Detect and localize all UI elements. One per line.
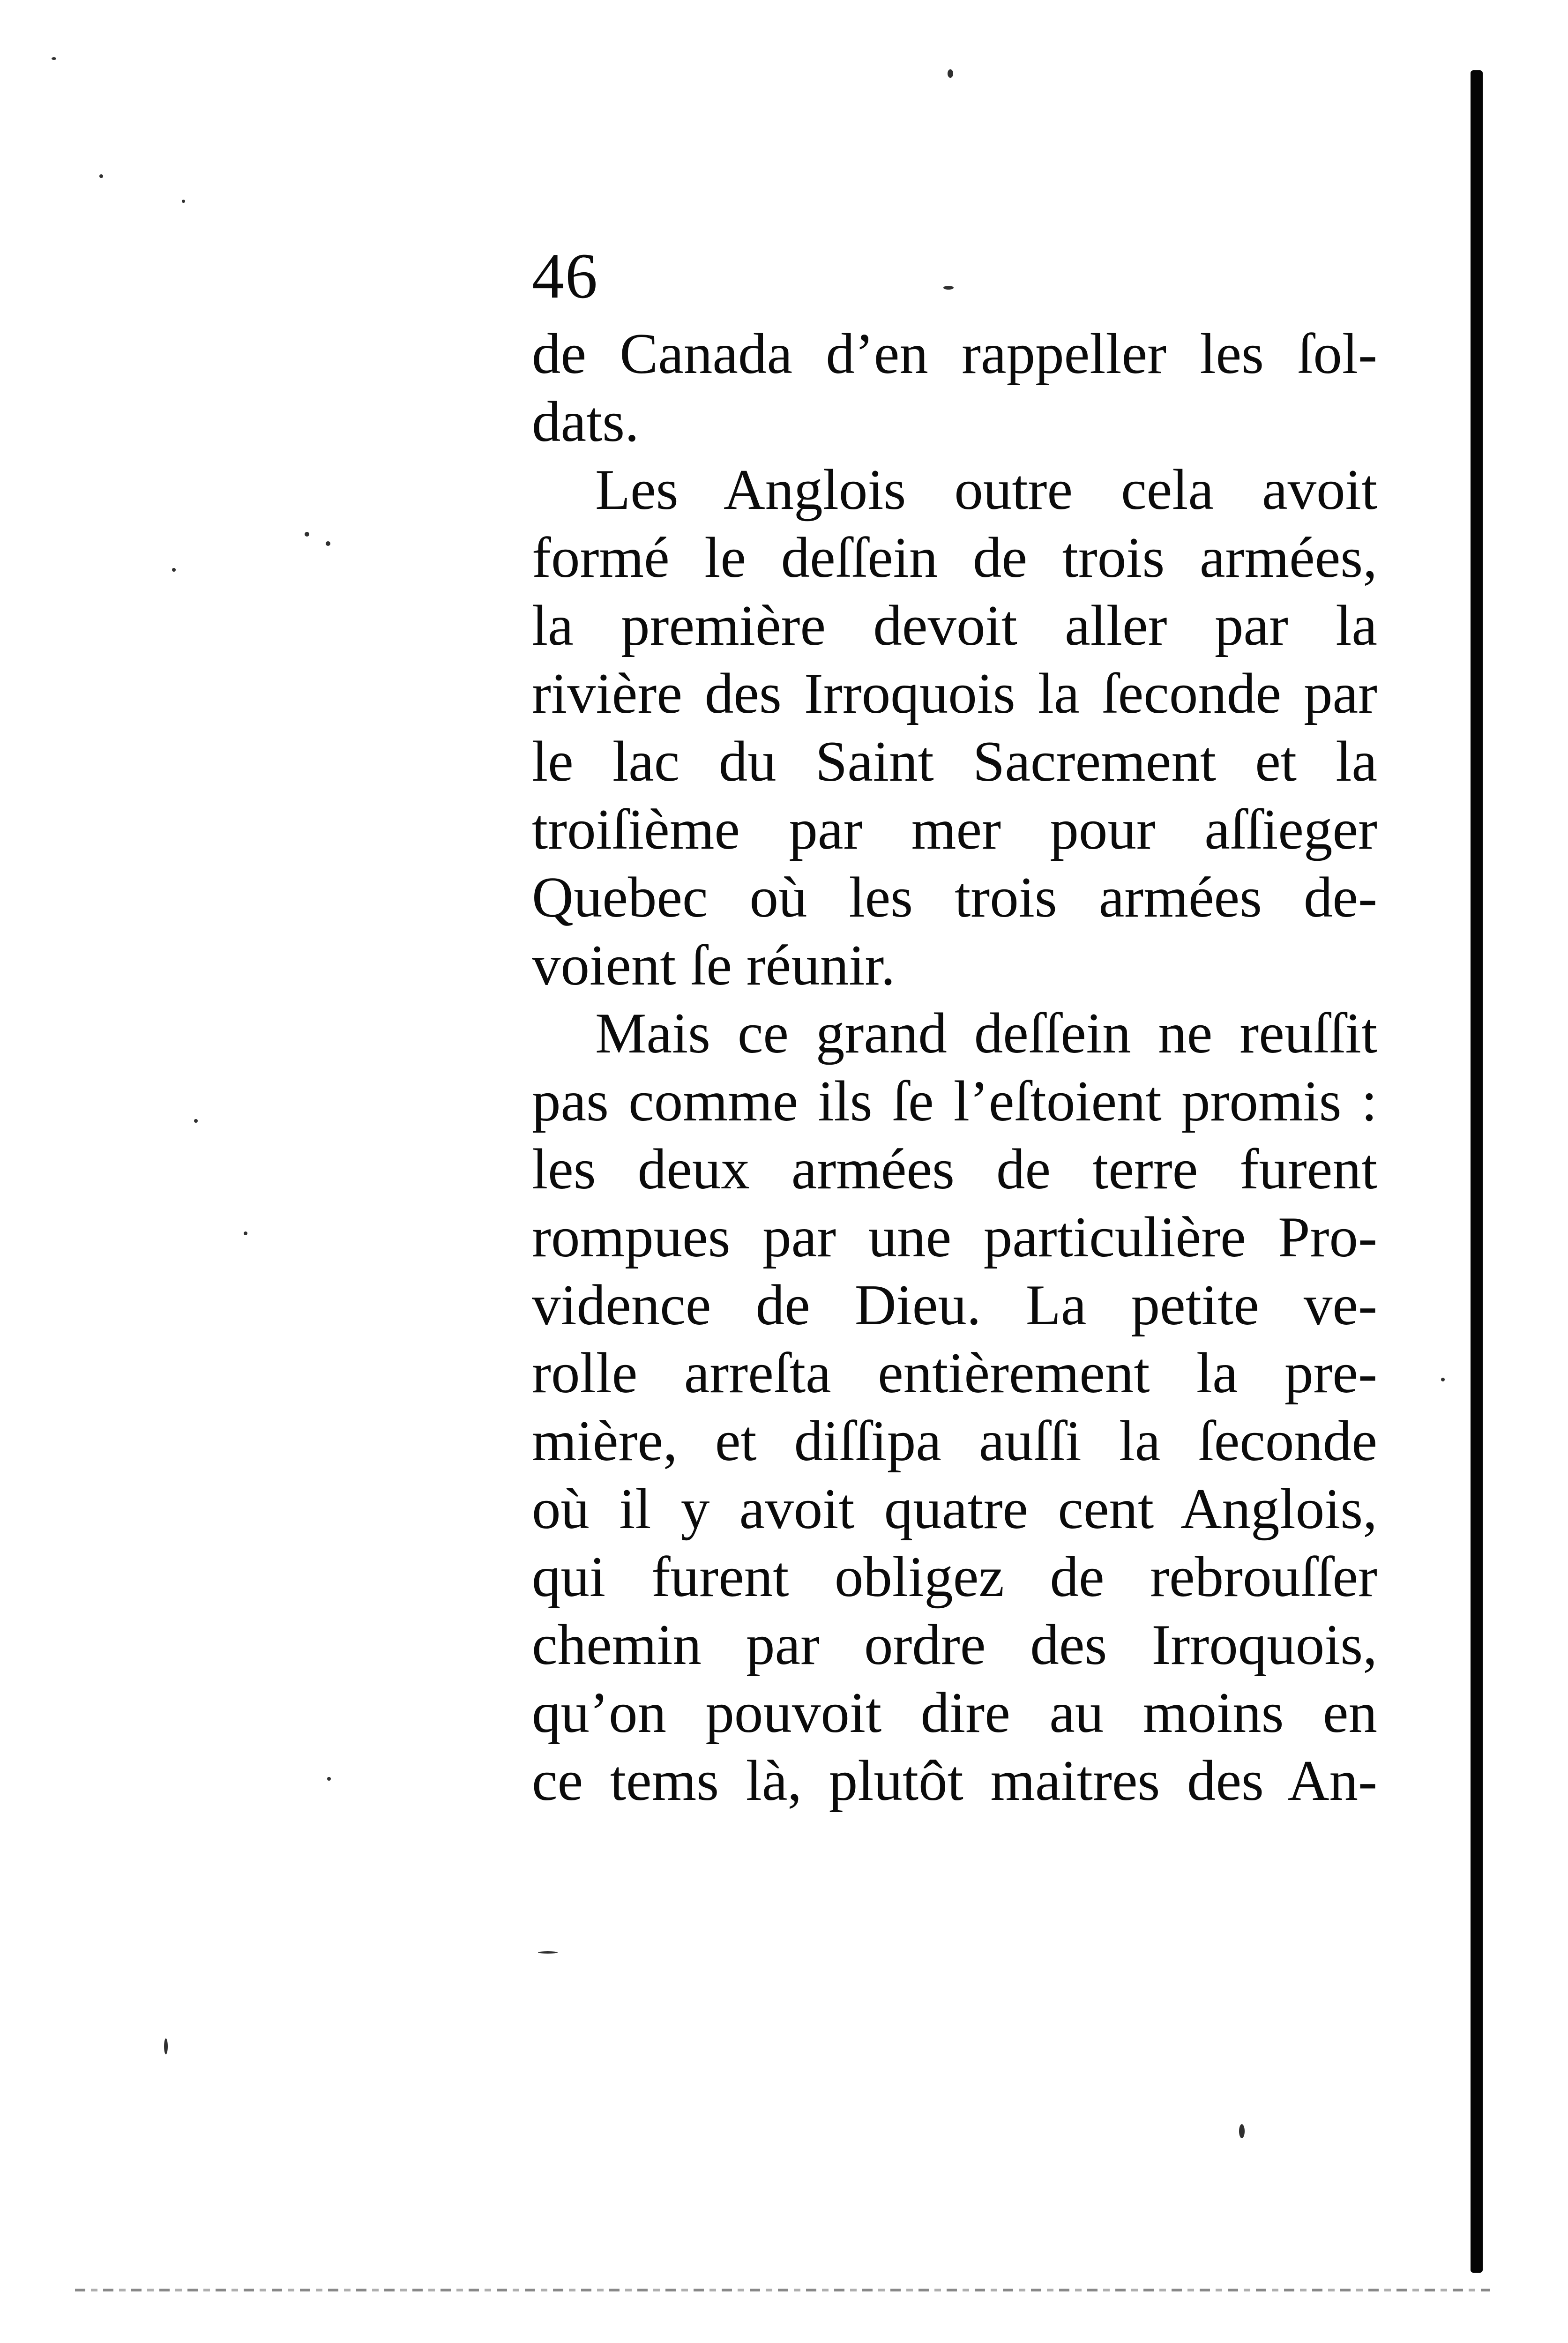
- scan-speck: [327, 1777, 331, 1781]
- page-number: 46: [532, 240, 598, 312]
- body-text-line: rolle arreſta entièrement la pre-: [532, 1341, 1377, 1405]
- body-text-line: voient ſe réunir.: [532, 933, 896, 997]
- body-text-line: dats.: [532, 389, 639, 454]
- body-text-line: la première devoit aller par la: [532, 593, 1377, 657]
- body-text-line: vidence de Dieu. La petite ve-: [532, 1273, 1377, 1337]
- scan-speck: [244, 1231, 247, 1235]
- body-text-line: de Canada d’en rappeller les ſol-: [532, 321, 1377, 386]
- body-text-line: mière, et diſſipa auſſi la ſeconde: [532, 1409, 1377, 1473]
- scan-speck: [52, 57, 56, 60]
- scan-speck: [326, 541, 330, 546]
- body-text-line: chemin par ordre des Irroquois,: [532, 1612, 1377, 1677]
- body-text-line: les deux armées de terre furent: [532, 1137, 1377, 1201]
- scan-speck: [182, 200, 185, 203]
- scan-speck: [1441, 1378, 1445, 1381]
- scan-speck: [164, 2038, 168, 2054]
- scan-speck: [305, 532, 309, 537]
- body-text-line: qui furent obligez de rebrouſſer: [532, 1545, 1377, 1609]
- scan-speck: [172, 568, 176, 572]
- body-text-line: rivière des Irroquois la ſeconde par: [532, 661, 1377, 725]
- body-text-line: ce tems là, plutôt maitres des An-: [532, 1748, 1377, 1813]
- body-text-line: Les Anglois outre cela avoit: [595, 457, 1377, 522]
- body-text-line: pas comme ils ſe l’eſtoient promis :: [532, 1069, 1377, 1133]
- scan-speck: [1239, 2124, 1245, 2138]
- body-text-line: Quebec où les trois armées de-: [532, 865, 1377, 929]
- body-text-line: le lac du Saint Sacrement et la: [532, 729, 1377, 793]
- body-text-line: rompues par une particulière Pro-: [532, 1205, 1377, 1269]
- scan-speck: [948, 69, 953, 78]
- body-text-line: formé le deſſein de trois armées,: [532, 525, 1377, 589]
- scan-speck: [194, 1119, 198, 1123]
- bottom-scan-rule: [75, 2289, 1490, 2291]
- binding-edge-rule: [1471, 70, 1483, 2273]
- body-text-line: où il y avoit quatre cent Anglois,: [532, 1477, 1377, 1541]
- body-text-line: troiſième par mer pour aſſieger: [532, 797, 1377, 861]
- scan-speck: [99, 174, 103, 178]
- body-text-line: Mais ce grand deſſein ne reuſſit: [595, 1001, 1377, 1065]
- scan-speck: [538, 1951, 558, 1954]
- body-text-line: qu’on pouvoit dire au moins en: [532, 1680, 1377, 1745]
- scan-speck: [943, 286, 954, 290]
